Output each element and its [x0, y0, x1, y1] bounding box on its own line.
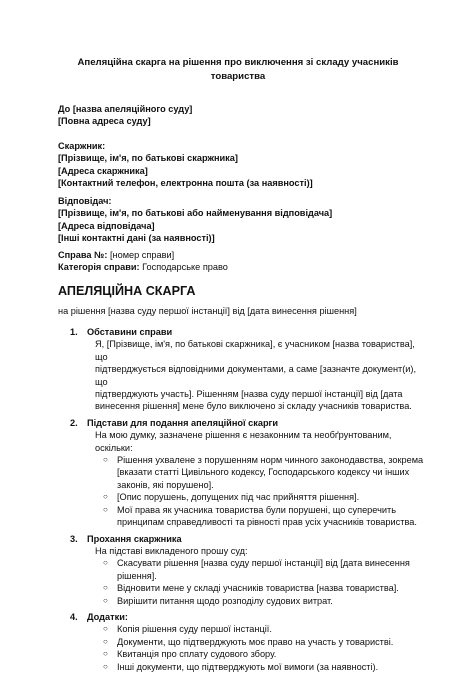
case-category-value: Господарське право — [139, 262, 228, 273]
bullet-list — [87, 623, 426, 673]
bullet-line: ○ Вирішити питання щодо розподілу судових витрат. — [117, 595, 333, 606]
bullet-line: ○ Відновити мене у складі учасників товариства [назва товариства]. — [117, 583, 399, 594]
bullet-line: ○ Квитанція про сплату судового збору. — [117, 649, 277, 660]
title-line: Апеляційна скарга на рішення про виключення зі складу учасників — [77, 57, 399, 68]
bullet-item — [103, 504, 426, 529]
complainant-contacts: [Контактний телефон, електронна пошта (за наявності)] — [58, 178, 313, 189]
bullet-item — [103, 582, 426, 594]
bullet-line: ○ Інші документи, що підтверджують мої вимоги (за наявності). — [117, 661, 379, 672]
item-title: Обставини справи — [87, 327, 173, 337]
bullet-item — [103, 623, 426, 635]
item-paragraph — [87, 429, 426, 454]
bullet-item — [103, 454, 426, 491]
court-name: До [назва апеляційного суду] — [58, 104, 193, 114]
bullet-item — [103, 636, 426, 648]
complainant-block — [58, 140, 438, 190]
bullet-line: ○ Скасувати рішення [назва суду першої інстанції] від [дата винесення — [117, 558, 410, 569]
item-number: 4. — [70, 611, 78, 622]
item-paragraph — [87, 545, 426, 557]
bullet-item — [103, 557, 426, 582]
paragraph-line: підтверджують участь]. Рішенням [назва суду першої інстанції] від [дата — [95, 389, 403, 400]
item-number: 2. — [70, 417, 78, 428]
list-item — [58, 417, 426, 529]
respondent-block — [58, 195, 438, 245]
list-item — [58, 326, 426, 413]
court-block — [58, 103, 438, 128]
paragraph-line: На мою думку, зазначене рішення є незаконним та необґрунтованим, оскільки: — [95, 430, 392, 453]
respondent-contacts: [Інші контактні дані (за наявності)] — [58, 233, 215, 244]
complainant-label: Скаржник: — [58, 141, 106, 151]
bullet-item — [103, 595, 426, 607]
paragraph-line: Я, [Прізвище, ім'я, по батькові скаржника], є учасником [назва товариства], що — [95, 339, 415, 362]
document-title — [60, 56, 416, 84]
paragraph-line: підтверджується відповідними документами, а саме [зазначте документ(и), що — [95, 364, 417, 387]
complaint-subline: на рішення [назва суду першої інстанції] від [дата винесення рішення] — [58, 306, 357, 316]
bullet-line: рішення]. — [117, 570, 157, 581]
complainant-name: [Прізвище, ім'я, по батькові скаржника] — [58, 153, 238, 164]
item-title: Підстави для подання апеляційної скарги — [87, 417, 279, 428]
list-item — [58, 533, 426, 607]
case-info — [58, 249, 438, 274]
respondent-address: [Адреса відповідача] — [58, 220, 155, 231]
item-number: 1. — [70, 327, 78, 337]
item-paragraph — [87, 338, 426, 412]
paragraph-line: винесення рішення] мене було виключено зі складу учасників товариства. — [95, 401, 412, 412]
bullet-item — [103, 491, 426, 503]
complaint-heading: АПЕЛЯЦІЙНА СКАРГА — [58, 284, 196, 298]
bullet-list — [87, 454, 426, 528]
bullet-item — [103, 648, 426, 660]
court-address: [Повна адреса суду] — [58, 116, 151, 127]
paragraph-line: На підставі викладеного прошу суд: — [95, 545, 248, 556]
complainant-address: [Адреса скаржника] — [58, 165, 148, 176]
case-number-value: [номер справи] — [107, 250, 175, 260]
case-category — [58, 261, 438, 273]
item-title: Прохання скаржника — [87, 533, 182, 544]
list-item — [58, 611, 426, 673]
bullet-line: ○ Документи, що підтверджують моє право на участь у товаристві. — [117, 636, 394, 647]
bullet-line: ○ Копія рішення суду першої інстанції. — [117, 624, 272, 635]
item-number: 3. — [70, 533, 78, 544]
item-title: Додатки: — [87, 611, 128, 622]
bullet-list — [87, 557, 426, 607]
numbered-list — [58, 326, 426, 677]
respondent-name: [Прізвище, ім'я, по батькові або найменування відповідача] — [58, 208, 333, 219]
bullet-item — [103, 661, 426, 673]
bullet-line: принципам справедливості та рівності прав усіх учасників товариства. — [117, 517, 417, 528]
title-line: товариства — [210, 71, 266, 82]
bullet-line: ○ Рішення ухвалене з порушенням норм чинного законодавства, зокрема — [117, 455, 424, 466]
bullet-line: ○ [Опис порушень, допущених під час прийняття рішення]. — [117, 492, 360, 503]
case-number — [58, 249, 438, 261]
respondent-label: Відповідач: — [58, 196, 112, 206]
bullet-line: законів, які порушено]. — [117, 479, 214, 490]
case-category-label: Категорія справи: — [58, 262, 140, 273]
bullet-line: ○ Мої права як учасника товариства були порушені, що суперечить — [117, 504, 397, 515]
bullet-line: [вказати статті Цивільного кодексу, Господарського кодексу чи інших — [117, 467, 410, 478]
case-number-label: Справа №: — [58, 250, 108, 260]
